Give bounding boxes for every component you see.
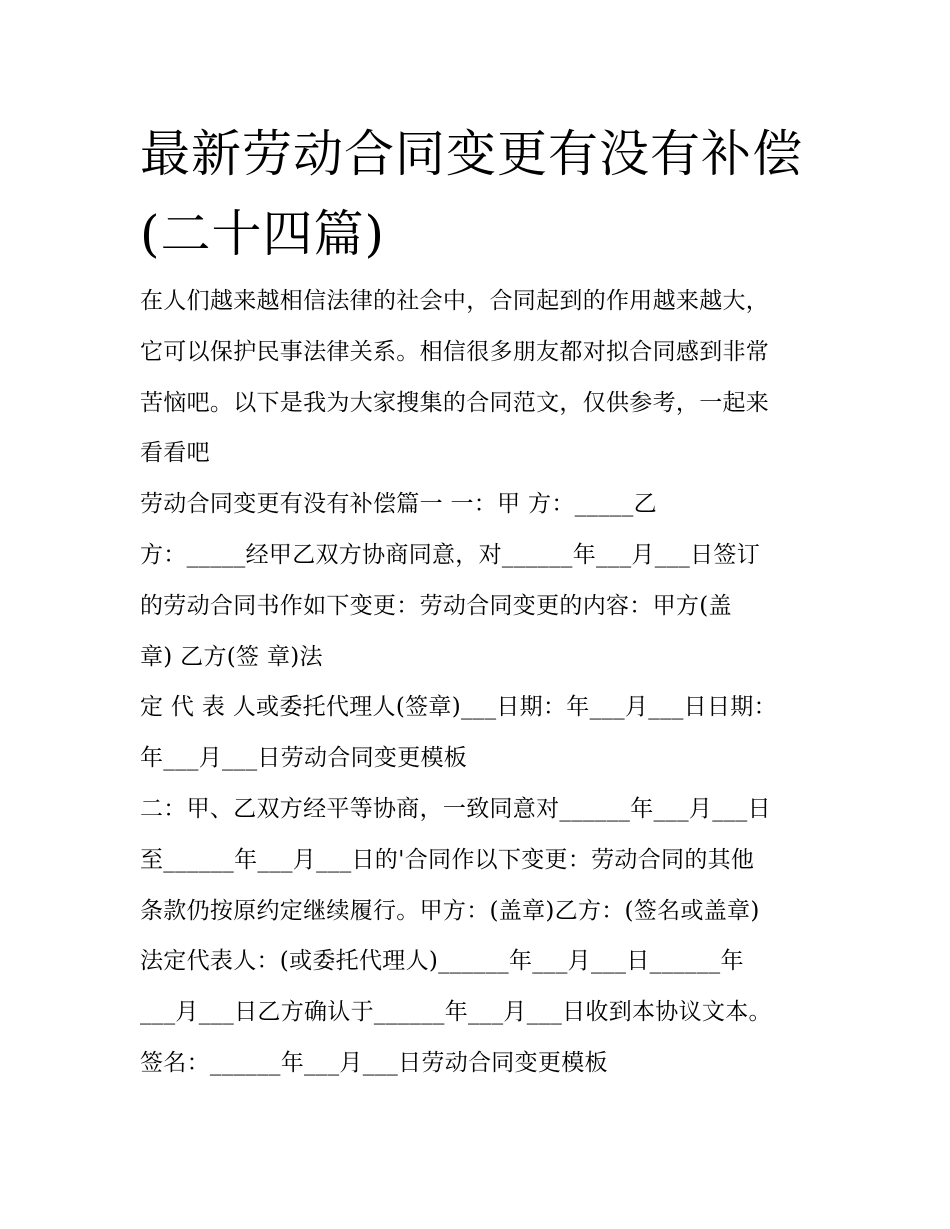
document-title [140, 114, 840, 274]
body-line: ___月___日乙方确认于______年___月___日收到本协议文本。 [140, 999, 772, 1026]
body-line: 年___月___日劳动合同变更模板 [140, 745, 468, 772]
title-line: (二十四篇) [140, 205, 386, 263]
body-line: 在人们越来越相信法律的社会中，合同起到的作用越来越大， [140, 288, 770, 314]
body-line: 条款仍按原约定继续履行。甲方：(盖章)乙方：(签名或盖章) [140, 897, 760, 924]
body-line: 章) 乙方(签 章)法 [140, 643, 323, 670]
body-line: 定 代 表 人或委托代理人(签章)___日期：年___月___日日期： [140, 694, 777, 721]
body-line: 至______年___月___日的'合同作以下变更：劳动合同的其他 [140, 846, 755, 873]
title-line: 最新劳动合同变更有没有补偿 [140, 125, 803, 183]
body-line: 法定代表人：(或委托代理人)______年___月___日______年 [140, 948, 744, 975]
body-line: 的劳动合同书作如下变更：劳动合同变更的内容：甲方(盖 [140, 592, 732, 619]
body-line: 签名：______年___月___日劳动合同变更模板 [140, 1049, 608, 1076]
body-line: 方：_____经甲乙双方协商同意，对______年___月___日签订 [140, 541, 760, 568]
body-line: 苦恼吧。以下是我为大家搜集的合同范文，仅供参考，一起来 [140, 389, 770, 416]
body-line: 它可以保护民事法律关系。相信很多朋友都对拟合同感到非常 [140, 338, 770, 365]
body-line: 二：甲、乙双方经平等协商，一致同意对______年___月___日 [140, 795, 771, 822]
body-line: 看看吧 [140, 440, 210, 467]
document-body [140, 276, 830, 1089]
body-line: 劳动合同变更有没有补偿篇一 一：甲 方：_____乙 [140, 491, 657, 518]
